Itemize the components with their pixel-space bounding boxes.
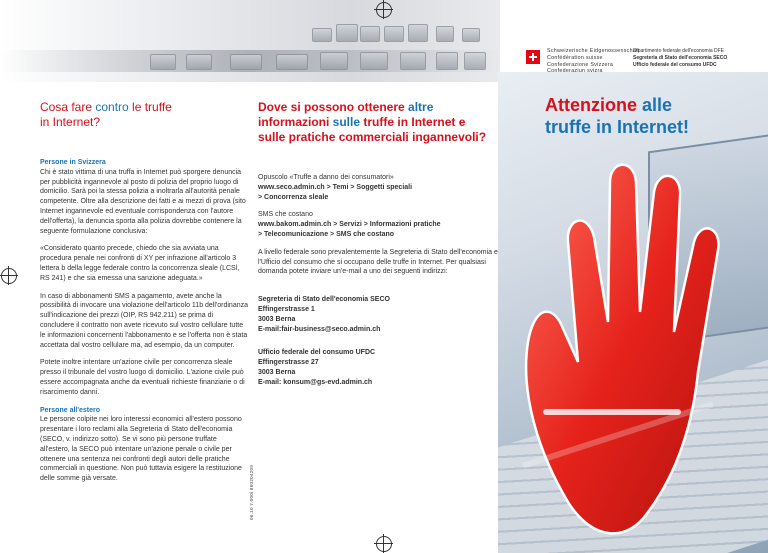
bakom-link-path[interactable]: > Telecomunicazione > SMS che costano (258, 230, 395, 238)
paragraph: A livello federale sono prevalentemente la Segreteria di Stato dell'economia e l'Ufficio del consumo che si occupano delle truffe in Internet. Per qualsiasi domanda potete inviare un'e-mail a uno dei seguenti indirizzi: (258, 248, 498, 276)
cover-title-blue: alle (637, 95, 673, 115)
banner-icon-tile (276, 54, 308, 70)
banner-icon-tile (462, 28, 480, 42)
paragraph: Chi è stato vittima di una truffa in Internet può sporgere denuncia per pubblicità ingannevole al posto di polizia del proprio luogo di domicilio. Sarà poi la stessa polizia a inoltrarla all'autorità penale competente. Oltre alla descrizione dei fatti e ai mezzi di prova (sito Internet ingannevole ed eventuale corrispondenza con l'autore dell'offerta), la denuncia sporta alla polizia dovrebbe contenere la seguente formulazione conclusiva: (40, 168, 246, 235)
heading-part: le truffe (128, 100, 172, 114)
heading-part: Cosa fare (40, 100, 96, 114)
address-line: Effingerstrasse 1 (258, 305, 315, 313)
seco-link[interactable]: www.seco.admin.ch > Temi > Soggetti speciali (258, 183, 413, 191)
paragraph: Potete inoltre intentare un'azione civile per concorrenza sleale presso il tribunale del vostro luogo di domicilio. L'azione civile può essere accompagnata anche da eventuali richieste finanziarie o di risarcimento danni. (40, 359, 245, 396)
confederation-block (547, 48, 640, 75)
cover-title-line2: truffe in Internet! (545, 117, 689, 137)
registration-mark-icon (376, 2, 392, 18)
paragraph: «Considerato quanto precede, chiedo che sia avviata una procedura penale nei confronti di XY per infrazione all'articolo 3 lettera b della legge federale contro la concorrenza sleale (LCSl, RS 241) e che sia emessa una sanzione adeguata.» (40, 245, 240, 282)
column-left (40, 100, 248, 492)
banner-icon-tile (320, 52, 348, 70)
banner-icon-tile (384, 26, 404, 42)
address-line: Ufficio federale del consumo UFDC (258, 349, 376, 357)
heading-part: sulle (332, 115, 361, 129)
banner-icon-tile (312, 28, 332, 42)
column-middle-heading (258, 100, 498, 145)
department-name: Dipartimento federale dell'economia DFE (633, 48, 724, 54)
banner-icon-tile (408, 24, 428, 42)
confederation-line: Confédération suisse (547, 54, 603, 61)
banner-icon-tile (436, 26, 454, 42)
banner-icon-tile (400, 52, 426, 70)
banner-icon-tile (436, 52, 458, 70)
brochure-title: Opuscolo «Truffe a danno dei consumatori» (258, 174, 394, 181)
department-block (633, 48, 727, 68)
banner-icon-tile (464, 52, 486, 70)
registration-mark-icon (376, 536, 392, 552)
registration-mark-icon (1, 268, 17, 284)
section-title: Persone all'estero (40, 406, 101, 414)
cover-title (545, 94, 689, 138)
heading-part: truffe in Internet e (360, 115, 466, 129)
column-left-heading (40, 100, 248, 130)
paragraph: In caso di abbonamenti SMS a pagamento, avete anche la possibilità di invocare una violazione dell'articolo 11b dell'ordinanza sull'indicazione dei prezzi (OIP, RS 942.211) se prima di concludere il contratto non avete ricevuto sul vostro cellulare tutte le informazioni concernenti l'abbonamento e se l'offerta non è stata accettata dal vostro cellulare ma, ad esempio, da un computer. (40, 292, 249, 349)
seco-link-path[interactable]: > Concorrenza sleale (258, 193, 329, 201)
confederation-line: Confederazione Svizzera (547, 61, 614, 68)
secretariat-name: Segreteria di Stato dell'economia SECO (633, 54, 728, 61)
confederation-line: Schweizerische Eidgenossenschaft (547, 48, 640, 54)
banner-icon-tile (360, 52, 388, 70)
email-link[interactable]: E-mail:fair-business@seco.admin.ch (258, 325, 381, 333)
email-link[interactable]: E-mail: konsum@gs-evd.admin.ch (258, 378, 373, 386)
banner-icon-tile (150, 54, 176, 70)
swiss-cross-icon (526, 50, 540, 64)
confederation-line: Confederaziun svizra (547, 68, 603, 75)
banner-icon-tile (230, 54, 262, 70)
banner-icon-tile (360, 26, 380, 42)
address-line: 3003 Berna (258, 315, 296, 323)
sms-title: SMS che costano (258, 211, 313, 219)
bakom-link[interactable]: www.bakom.admin.ch > Servizi > Informazioni pratiche (258, 221, 441, 229)
heading-part: in Internet? (40, 115, 101, 129)
address-line: Effingerstrasse 27 (258, 359, 319, 367)
paragraph: Le persone colpite nei loro interessi economici all'estero possono presentare i loro reclami alla Segreteria di Stato dell'economia (SECO, v. indirizzo sotto). Se vi sono più persone truffate all'estero, la SECO può intentare un'azione penale o civile per ottenere una sentenza nei confronti degli autori delle pratiche commerciali in questione. Non può tuttavia esigere la restituzione delle somme già versate. (40, 416, 242, 483)
heading-part: informazioni (258, 115, 333, 129)
heading-part: altre (408, 100, 434, 114)
heading-part: sulle pratiche commerciali ingannevoli? (258, 130, 487, 144)
top-banner-image (0, 0, 500, 82)
heading-part: Dove si possono ottenere (258, 100, 409, 114)
column-middle (258, 100, 498, 396)
office-name: Ufficio federale del consumo UFDC (633, 61, 717, 68)
red-hand-icon (498, 72, 768, 553)
address-line: 3003 Berna (258, 368, 296, 376)
print-code: 06.10 7.000i 860204209 (249, 464, 254, 520)
address-line: Segreteria di Stato dell'economia SECO (258, 296, 390, 304)
section-title: Persone in Svizzera (40, 159, 106, 166)
banner-icon-tile (186, 54, 212, 70)
heading-part: contro (95, 100, 129, 114)
cover-title-red: Attenzione (545, 95, 637, 115)
hand-photo (498, 72, 768, 553)
banner-icon-tile (336, 24, 358, 42)
